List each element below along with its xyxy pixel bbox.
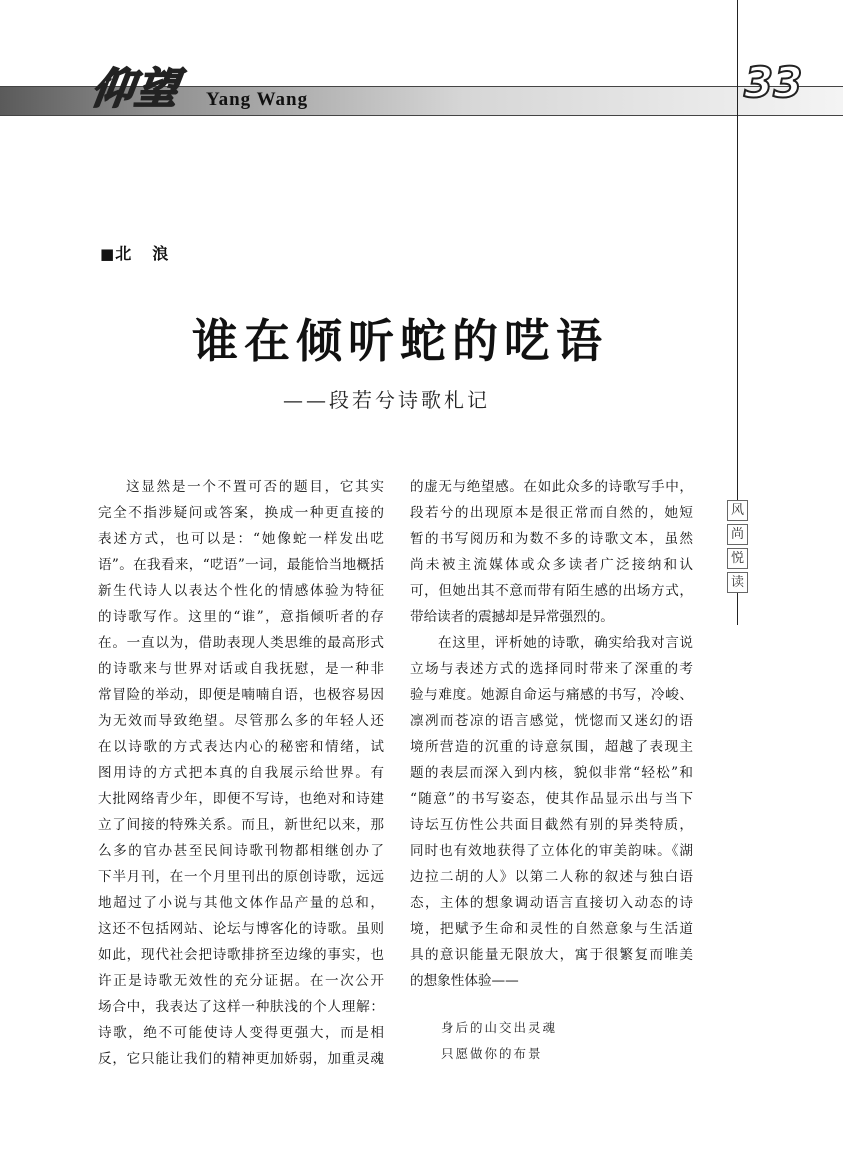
paragraph-line: 为无效而导致绝望。尽管那么多的年轻人还 (98, 713, 384, 729)
article-subtitle: ——段若兮诗歌札记 (283, 388, 490, 412)
paragraph-line: 诗坛互仿性公共面目截然有别的异类特质， (410, 817, 693, 833)
paragraph-line: 常冒险的举动，即便是喃喃自语，也极容易因 (98, 687, 384, 703)
paragraph-line: 同时也有效地获得了立体化的审美韵味。《湖 (410, 843, 693, 859)
paragraph-line: 凛冽而苍凉的语言感觉，恍惚而又迷幻的语 (410, 713, 693, 729)
paragraph-line: 立场与表述方式的选择同时带来了深重的考 (410, 661, 693, 677)
section-roman-title: Yang Wang (206, 89, 309, 110)
poem-excerpt (441, 1015, 557, 1067)
paragraph-line: 题的表层而深入到内核，貌似非常“轻松”和 (410, 765, 693, 781)
side-tab-char: 读 (727, 572, 748, 593)
paragraph-line: 图用诗的方式把本真的自我展示给世界。有 (98, 765, 384, 781)
side-tab-char: 悦 (727, 548, 748, 569)
paragraph-line: 立了间接的特殊关系。而且，新世纪以来，那 (98, 817, 384, 833)
paragraph-line: 反，它只能让我们的精神更加娇弱，加重灵魂 (98, 1051, 384, 1067)
paragraph-line: 的想象性体验—— (410, 973, 519, 989)
paragraph-line: 如此，现代社会把诗歌排挤至边缘的事实，也 (98, 947, 384, 963)
author-family: 浪 (152, 244, 170, 263)
author-byline (100, 241, 169, 264)
paragraph-line: 在。一直以为，借助表现人类思维的最高形式 (98, 635, 384, 651)
poem-line: 只愿做你的布景 (441, 1046, 543, 1061)
article-title: 谁在倾听蛇的呓语 (192, 314, 608, 368)
paragraph-line: 境，把赋予生命和灵性的自然意象与生活道 (410, 921, 693, 937)
paragraph-line: 场合中，我表达了这样一种肤浅的个人理解： (98, 999, 384, 1015)
side-tab-char: 尚 (727, 524, 748, 545)
paragraph-line: 地超过了小说与其他文体作品产量的总和， (98, 895, 384, 911)
paragraph-line: 境所营造的沉重的诗意氛围，超越了表现主 (410, 739, 693, 755)
paragraph-line: 语”。在我看来，“呓语”一词，最能恰当地概括 (98, 557, 384, 573)
paragraph-line: 尚未被主流媒体或众多读者广泛接纳和认 (410, 557, 693, 573)
paragraph-line: 验与难度。她源自命运与痛感的书写，冷峻、 (410, 687, 693, 703)
author-given: 北 (115, 244, 133, 263)
paragraph-line: 可，但她出其不意而带有陌生感的出场方式， (410, 583, 693, 599)
paragraph-line: 的诗歌写作。这里的“谁”，意指倾听者的存 (98, 609, 384, 625)
paragraph-line: 这还不包括网站、论坛与博客化的诗歌。虽则 (98, 921, 384, 937)
paragraph-line: 许正是诗歌无效性的充分证据。在一次公开 (98, 973, 384, 989)
side-tab-char: 风 (727, 500, 748, 521)
paragraph-line: 么多的官办甚至民间诗歌刊物都相继创办了 (98, 843, 384, 859)
paragraph-line: 大批网络青少年，即便不写诗，也绝对和诗建 (98, 791, 384, 807)
paragraph-line: 这显然是一个不置可否的题目，它其实 (126, 479, 384, 495)
paragraph-line: 带给读者的震撼却是异常强烈的。 (410, 609, 614, 625)
paragraph-line: 诗歌，绝不可能使诗人变得更强大，而是相 (98, 1025, 384, 1041)
paragraph-line: 完全不指涉疑问或答案，换成一种更直接的 (98, 505, 384, 521)
paragraph-line: 具的意识能量无限放大，寓于很繁复而唯美 (410, 947, 693, 963)
left-column (98, 474, 384, 1072)
paragraph-line: 新生代诗人以表达个性化的情感体验为特征 (98, 583, 384, 599)
vertical-rule (737, 0, 738, 505)
paragraph-line: 在以诗歌的方式表达内心的秘密和情绪，试 (98, 739, 384, 755)
poem-line: 身后的山交出灵魂 (441, 1020, 558, 1035)
paragraph-line: 下半月刊，在一个月里刊出的原创诗歌，远远 (98, 869, 384, 885)
page-number: 33 (744, 58, 803, 107)
paragraph-line: 段若兮的出现原本是很正常而自然的，她短 (410, 505, 693, 521)
paragraph-line: “随意”的书写姿态，使其作品显示出与当下 (410, 791, 693, 807)
side-tab (727, 500, 749, 596)
paragraph-line: 的虚无与绝望感。在如此众多的诗歌写手中， (410, 479, 693, 495)
author-marker: ■ (100, 245, 116, 263)
paragraph-line: 边拉二胡的人》以第二人称的叙述与独白语 (410, 869, 693, 885)
section-logo: 仰望 (88, 64, 184, 113)
paragraph-line: 暂的书写阅历和为数不多的诗歌文本，虽然 (410, 531, 693, 547)
paragraph-line: 在这里，评析她的诗歌，确实给我对言说 (438, 635, 693, 651)
paragraph-line: 态，主体的想象调动语言直接切入动态的诗 (410, 895, 693, 911)
paragraph-line: 表述方式，也可以是：“她像蛇一样发出呓 (98, 531, 384, 547)
paragraph-line: 的诗歌来与世界对话或自我抚慰，是一种非 (98, 661, 384, 677)
right-column (410, 474, 693, 994)
